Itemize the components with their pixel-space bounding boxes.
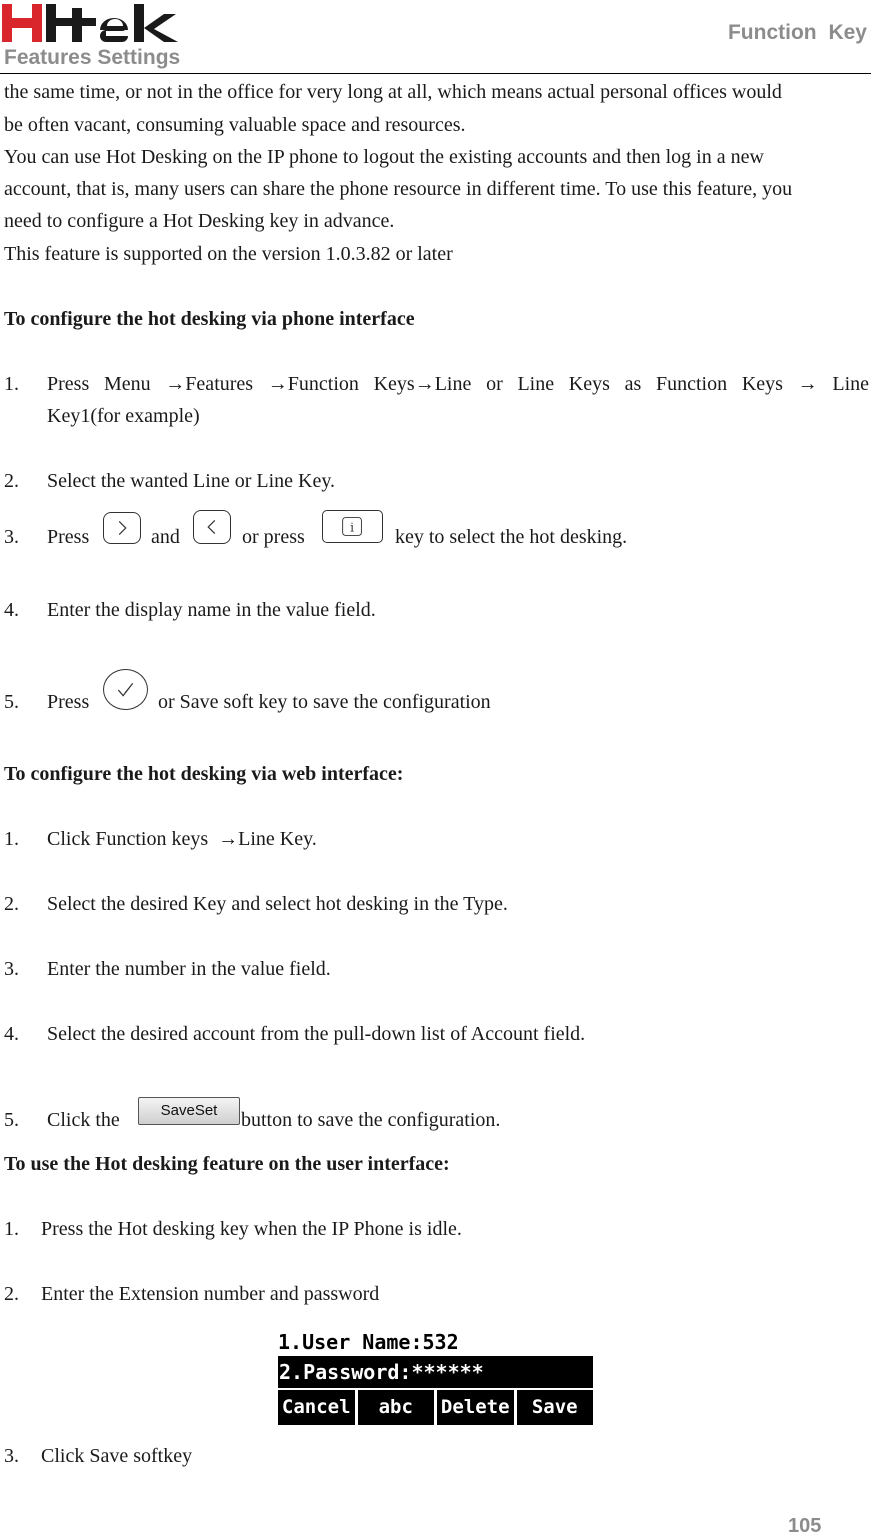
intro-line: the same time, or not in the office for very long at all, which means actual personal offices would bbox=[4, 81, 782, 103]
step-number: 2. bbox=[4, 893, 19, 915]
step-text: Click Save softkey bbox=[41, 1445, 193, 1467]
softkey-cancel: Cancel bbox=[278, 1390, 355, 1425]
step-number: 5. bbox=[4, 1109, 19, 1131]
step-text: Select the desired account from the pull-down list of Account field. bbox=[47, 1023, 586, 1045]
step-number: 1. bbox=[4, 1218, 19, 1240]
step-text-and: and bbox=[151, 526, 180, 548]
step-text-line: Key1(for example) bbox=[47, 405, 200, 427]
step-text-end: or Save soft key to save the configuration bbox=[158, 691, 491, 713]
step-number: 5. bbox=[4, 691, 19, 713]
page-number: 105 bbox=[788, 1515, 822, 1535]
chevron-left-icon bbox=[193, 510, 231, 544]
step-text-line: Press Menu →Features →Function Keys→Line or Line Keys as Function Keys → Line bbox=[47, 373, 869, 395]
chapter-name: Function Key bbox=[727, 21, 867, 44]
step-text-press: Press bbox=[47, 691, 90, 713]
lcd-password-row: 2.Password:****** bbox=[278, 1356, 593, 1388]
step-number: 3. bbox=[4, 1445, 19, 1467]
version-note: This feature is supported on the version 1.0.3.82 or later bbox=[4, 243, 453, 265]
saveset-button[interactable]: SaveSet bbox=[138, 1097, 240, 1125]
step-text: Enter the Extension number and password bbox=[41, 1283, 380, 1305]
phone-lcd-screenshot bbox=[278, 1329, 593, 1425]
step-text bbox=[47, 372, 869, 396]
chevron-right-icon bbox=[103, 512, 141, 544]
svg-text:i: i bbox=[350, 520, 354, 535]
lcd-username-row: 1.User Name:532 bbox=[278, 1330, 459, 1354]
info-icon bbox=[322, 510, 383, 543]
step-number: 3. bbox=[4, 526, 19, 548]
step-text: Select the wanted Line or Line Key. bbox=[47, 470, 336, 492]
step-text: Click Function keys →Line Key. bbox=[47, 828, 317, 850]
intro-line: You can use Hot Desking on the IP phone to logout the existing accounts and then log in a new bbox=[4, 146, 764, 168]
step-number: 4. bbox=[4, 1023, 19, 1045]
step-number: 3. bbox=[4, 958, 19, 980]
checkmark-icon bbox=[103, 669, 148, 710]
step-number: 2. bbox=[4, 470, 19, 492]
user-interface-heading: To use the Hot desking feature on the user interface: bbox=[4, 1153, 450, 1175]
step-number: 1. bbox=[4, 828, 19, 850]
step-text-press: Press bbox=[47, 526, 90, 548]
step-text-end: key to select the hot desking. bbox=[395, 526, 628, 548]
intro-line: need to configure a Hot Desking key in advance. bbox=[4, 210, 395, 232]
step-text-or-press: or press bbox=[242, 526, 305, 548]
step-number: 1. bbox=[4, 373, 19, 395]
header-divider bbox=[0, 73, 871, 74]
step-text: Press the Hot desking key when the IP Phone is idle. bbox=[41, 1218, 462, 1240]
softkey-save: Save bbox=[517, 1390, 594, 1425]
step-text-end: button to save the configuration. bbox=[241, 1109, 501, 1131]
step-number: 2. bbox=[4, 1283, 19, 1305]
section-name: Features Settings bbox=[4, 46, 181, 69]
page-header bbox=[0, 0, 871, 75]
step-number: 4. bbox=[4, 599, 19, 621]
softkey-delete: Delete bbox=[437, 1390, 514, 1425]
htek-logo bbox=[2, 2, 192, 44]
step-text: Enter the number in the value field. bbox=[47, 958, 331, 980]
softkey-abc: abc bbox=[358, 1390, 435, 1425]
lcd-softkey-bar bbox=[278, 1390, 593, 1425]
intro-line: be often vacant, consuming valuable space and resources. bbox=[4, 114, 466, 136]
web-config-heading: To configure the hot desking via web interface: bbox=[4, 763, 404, 785]
step-text: Enter the display name in the value field. bbox=[47, 599, 376, 621]
step-text: Select the desired Key and select hot desking in the Type. bbox=[47, 893, 508, 915]
intro-line: account, that is, many users can share the phone resource in different time. To use this feature, you bbox=[4, 178, 793, 200]
phone-config-heading: To configure the hot desking via phone interface bbox=[4, 308, 415, 330]
step-text-click: Click the bbox=[47, 1109, 120, 1131]
